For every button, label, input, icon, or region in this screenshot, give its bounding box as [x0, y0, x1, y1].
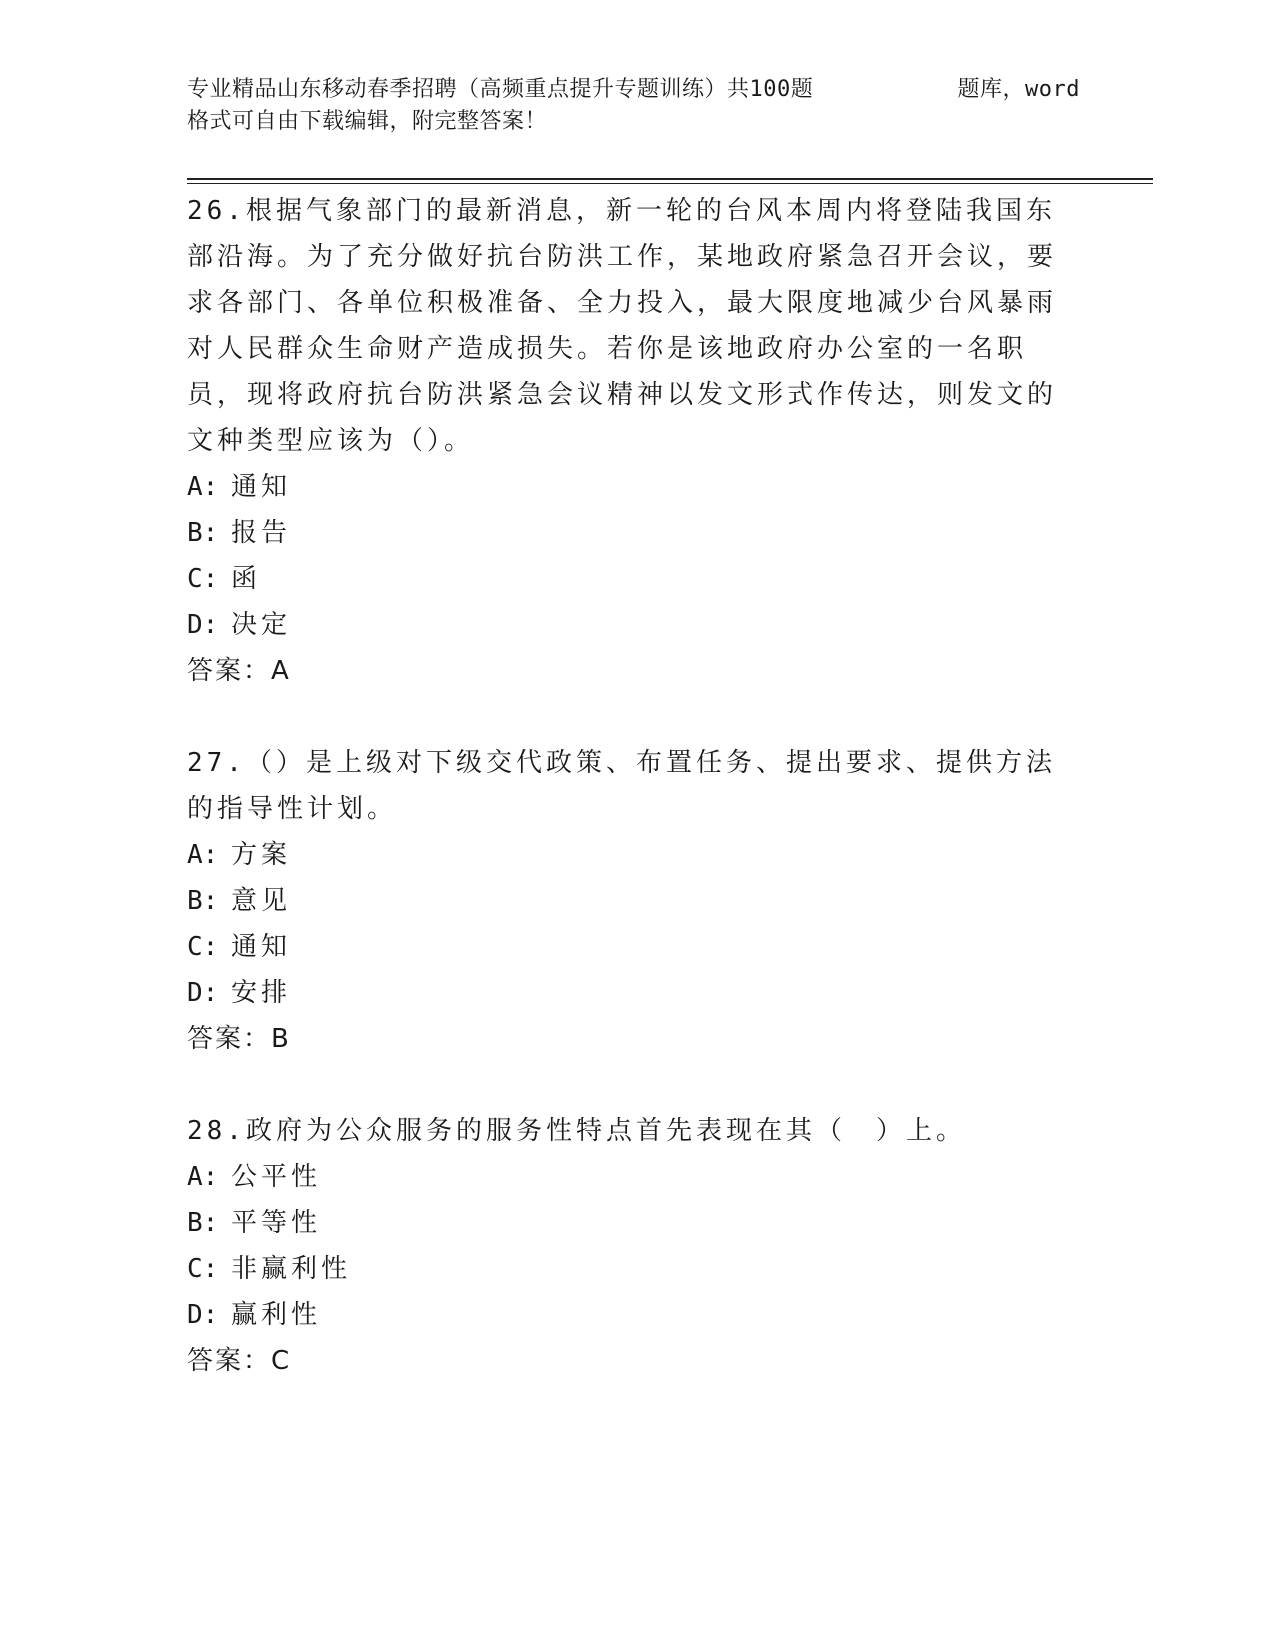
option-key: A:: [187, 472, 219, 502]
option-a: [187, 464, 1087, 510]
option-key: D:: [187, 978, 219, 1008]
option-b: [187, 510, 1087, 556]
option-d: [187, 970, 1087, 1016]
header-title: 专业精品山东移动春季招聘（高频重点提升专题训练）共100题: [187, 77, 814, 102]
spacer: [187, 1062, 1087, 1108]
answer-line: 答案：B: [187, 1024, 291, 1054]
option-text: 方案: [231, 840, 292, 870]
option-text: 平等性: [231, 1208, 322, 1238]
header-line-2: 格式可自由下载编辑，附完整答案！: [187, 109, 548, 134]
option-key: C:: [187, 564, 219, 594]
option-a: [187, 1154, 1087, 1200]
option-d: [187, 1292, 1087, 1338]
answer-line: 答案：A: [187, 656, 291, 686]
header-divider: [187, 178, 1153, 184]
option-key: D:: [187, 610, 219, 640]
option-text: 赢利性: [231, 1300, 322, 1330]
option-key: C:: [187, 1254, 219, 1284]
question-text: 28.政府为公众服务的服务性特点首先表现在其（ ）上。: [187, 1116, 966, 1146]
header-line-1: [187, 74, 1080, 106]
question-text: 26.根据气象部门的最新消息，新一轮的台风本周内将登陆我国东部沿海。为了充分做好抗台防洪工作，某地政府紧急召开会议，要求各部门、各单位积极准备、全力投入，最大限度地减少台风暴雨对人民群众生命财产造成损失。若你是该地政府办公室的一名职员，现将政府抗台防洪紧急会议精神以发文形式作传达，则发文的文种类型应该为（）。: [187, 196, 1058, 456]
option-b: [187, 878, 1087, 924]
document-header: [187, 74, 1147, 138]
option-a: [187, 832, 1087, 878]
option-text: 报告: [231, 518, 292, 548]
question-28: [187, 1108, 1087, 1384]
option-key: B:: [187, 886, 219, 916]
question-26: [187, 188, 1087, 694]
option-b: [187, 1200, 1087, 1246]
question-27: [187, 740, 1087, 1062]
option-text: 通知: [231, 932, 292, 962]
option-key: B:: [187, 518, 219, 548]
option-key: A:: [187, 840, 219, 870]
header-title-suffix: 题库，word: [957, 77, 1080, 102]
option-text: 非赢利性: [231, 1254, 352, 1284]
option-text: 公平性: [231, 1162, 322, 1192]
option-c: [187, 1246, 1087, 1292]
option-text: 决定: [231, 610, 292, 640]
option-text: 安排: [231, 978, 292, 1008]
option-c: [187, 924, 1087, 970]
spacer: [187, 694, 1087, 740]
option-d: [187, 602, 1087, 648]
option-text: 意见: [231, 886, 292, 916]
option-c: [187, 556, 1087, 602]
answer-line: 答案：C: [187, 1346, 292, 1376]
option-key: B:: [187, 1208, 219, 1238]
option-key: C:: [187, 932, 219, 962]
question-list: [187, 188, 1087, 1384]
option-key: A:: [187, 1162, 219, 1192]
question-text: 27.（）是上级对下级交代政策、布置任务、提出要求、提供方法的指导性计划。: [187, 748, 1056, 824]
option-text: 函: [231, 564, 262, 594]
option-text: 通知: [231, 472, 292, 502]
option-key: D:: [187, 1300, 219, 1330]
